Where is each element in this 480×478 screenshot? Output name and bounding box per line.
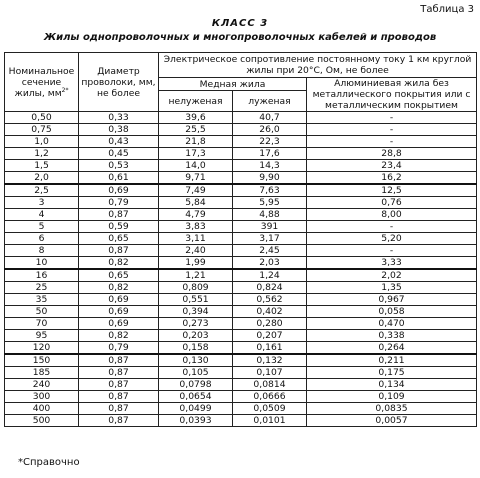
aluminium-cell: 3,33: [307, 257, 477, 270]
copper-bare-cell: 0,273: [159, 318, 233, 330]
nominal-section-cell: 95: [5, 330, 79, 342]
table-row: [5, 342, 477, 355]
copper-tinned-cell: 0,107: [233, 367, 307, 379]
table-row: [5, 209, 477, 221]
copper-tinned-cell: 0,0814: [233, 379, 307, 391]
footnote: *Справочно: [18, 457, 80, 468]
wire-diameter-cell: 0,87: [79, 245, 159, 257]
table-row: [5, 245, 477, 257]
copper-bare-cell: 3,83: [159, 221, 233, 233]
wire-diameter-cell: 0,82: [79, 257, 159, 270]
aluminium-cell: 0,967: [307, 294, 477, 306]
table-row: [5, 148, 477, 160]
copper-tinned-cell: 0,402: [233, 306, 307, 318]
nominal-section-cell: 185: [5, 367, 79, 379]
copper-bare-cell: 0,203: [159, 330, 233, 342]
header-copper-bare: нелуженая: [159, 91, 233, 112]
nominal-section-cell: 6: [5, 233, 79, 245]
nominal-section-cell: 2,5: [5, 184, 79, 197]
wire-diameter-cell: 0,87: [79, 391, 159, 403]
wire-diameter-cell: 0,87: [79, 367, 159, 379]
aluminium-cell: 0,76: [307, 197, 477, 209]
table-row: [5, 112, 477, 124]
copper-bare-cell: 7,49: [159, 184, 233, 197]
copper-tinned-cell: 3,17: [233, 233, 307, 245]
nominal-section-cell: 150: [5, 354, 79, 367]
copper-tinned-cell: 0,161: [233, 342, 307, 355]
copper-tinned-cell: 391: [233, 221, 307, 233]
wire-diameter-cell: 0,87: [79, 403, 159, 415]
copper-tinned-cell: 17,6: [233, 148, 307, 160]
wire-diameter-cell: 0,43: [79, 136, 159, 148]
table-row: [5, 330, 477, 342]
copper-tinned-cell: 40,7: [233, 112, 307, 124]
aluminium-cell: 16,2: [307, 172, 477, 185]
copper-bare-cell: 4,79: [159, 209, 233, 221]
table-row: [5, 415, 477, 427]
nominal-section-cell: 50: [5, 306, 79, 318]
copper-tinned-cell: 2,45: [233, 245, 307, 257]
aluminium-cell: 0,109: [307, 391, 477, 403]
copper-tinned-cell: 7,63: [233, 184, 307, 197]
wire-diameter-cell: 0,69: [79, 306, 159, 318]
table-number: Таблица 3: [420, 4, 474, 15]
nominal-section-cell: 400: [5, 403, 79, 415]
nominal-section-cell: 4: [5, 209, 79, 221]
aluminium-cell: -: [307, 112, 477, 124]
copper-tinned-cell: 14,3: [233, 160, 307, 172]
copper-bare-cell: 0,130: [159, 354, 233, 367]
nominal-section-cell: 35: [5, 294, 79, 306]
wire-diameter-cell: 0,69: [79, 294, 159, 306]
table-row: [5, 233, 477, 245]
nominal-section-cell: 10: [5, 257, 79, 270]
aluminium-cell: 2,02: [307, 269, 477, 282]
aluminium-cell: -: [307, 221, 477, 233]
table-header: [5, 53, 477, 112]
nominal-section-cell: 0,50: [5, 112, 79, 124]
nominal-section-cell: 3: [5, 197, 79, 209]
wire-diameter-cell: 0,65: [79, 233, 159, 245]
nominal-section-cell: 1,0: [5, 136, 79, 148]
resistance-table: [4, 52, 477, 427]
wire-diameter-cell: 0,69: [79, 318, 159, 330]
nominal-section-cell: 25: [5, 282, 79, 294]
nominal-section-cell: 0,75: [5, 124, 79, 136]
wire-diameter-cell: 0,65: [79, 269, 159, 282]
nominal-section-cell: 5: [5, 221, 79, 233]
table-row: [5, 124, 477, 136]
copper-bare-cell: 0,0499: [159, 403, 233, 415]
copper-bare-cell: 9,71: [159, 172, 233, 185]
copper-tinned-cell: 2,03: [233, 257, 307, 270]
copper-tinned-cell: 0,0101: [233, 415, 307, 427]
aluminium-cell: -: [307, 124, 477, 136]
nominal-section-cell: 500: [5, 415, 79, 427]
aluminium-cell: -: [307, 245, 477, 257]
copper-bare-cell: 0,158: [159, 342, 233, 355]
table-row: [5, 160, 477, 172]
table-row: [5, 257, 477, 270]
nominal-section-cell: 300: [5, 391, 79, 403]
copper-tinned-cell: 0,207: [233, 330, 307, 342]
table-row: [5, 197, 477, 209]
aluminium-cell: 0,470: [307, 318, 477, 330]
copper-bare-cell: 21,8: [159, 136, 233, 148]
copper-bare-cell: 1,99: [159, 257, 233, 270]
aluminium-cell: 0,0835: [307, 403, 477, 415]
copper-tinned-cell: 0,132: [233, 354, 307, 367]
wire-diameter-cell: 0,82: [79, 330, 159, 342]
nominal-section-cell: 2,0: [5, 172, 79, 185]
copper-tinned-cell: 0,0666: [233, 391, 307, 403]
wire-diameter-cell: 0,33: [79, 112, 159, 124]
table-row: [5, 403, 477, 415]
table-row: [5, 269, 477, 282]
copper-tinned-cell: 22,3: [233, 136, 307, 148]
copper-bare-cell: 0,809: [159, 282, 233, 294]
aluminium-cell: 12,5: [307, 184, 477, 197]
copper-tinned-cell: 9,90: [233, 172, 307, 185]
copper-bare-cell: 1,21: [159, 269, 233, 282]
copper-bare-cell: 3,11: [159, 233, 233, 245]
aluminium-cell: -: [307, 136, 477, 148]
aluminium-cell: 28,8: [307, 148, 477, 160]
table-row: [5, 172, 477, 185]
aluminium-cell: 0,0057: [307, 415, 477, 427]
nominal-section-cell: 1,2: [5, 148, 79, 160]
aluminium-cell: 8,00: [307, 209, 477, 221]
copper-tinned-cell: 26,0: [233, 124, 307, 136]
copper-bare-cell: 5,84: [159, 197, 233, 209]
class-title: КЛАСС 3: [211, 18, 269, 29]
aluminium-cell: 1,35: [307, 282, 477, 294]
header-copper: Медная жила: [159, 78, 307, 91]
copper-bare-cell: 39,6: [159, 112, 233, 124]
aluminium-cell: 0,338: [307, 330, 477, 342]
aluminium-cell: 0,058: [307, 306, 477, 318]
copper-tinned-cell: 0,280: [233, 318, 307, 330]
header-wire-diameter: Диаметр проволоки, мм, не более: [79, 53, 159, 112]
table-row: [5, 136, 477, 148]
header-aluminium: Алюминиевая жила без металлического покрытия или с металлическим покрытием: [307, 78, 477, 112]
header-resistance: Электрическое сопротивление постоянному току 1 км круглой жилы при 20°С, Ом, не более: [159, 53, 477, 78]
wire-diameter-cell: 0,45: [79, 148, 159, 160]
wire-diameter-cell: 0,53: [79, 160, 159, 172]
aluminium-cell: 0,134: [307, 379, 477, 391]
aluminium-cell: 0,264: [307, 342, 477, 355]
copper-bare-cell: 0,394: [159, 306, 233, 318]
wire-diameter-cell: 0,79: [79, 197, 159, 209]
aluminium-cell: 0,211: [307, 354, 477, 367]
wire-diameter-cell: 0,61: [79, 172, 159, 185]
table-row: [5, 306, 477, 318]
wire-diameter-cell: 0,87: [79, 209, 159, 221]
header-copper-tinned: луженая: [233, 91, 307, 112]
copper-tinned-cell: 0,824: [233, 282, 307, 294]
wire-diameter-cell: 0,38: [79, 124, 159, 136]
table-row: [5, 184, 477, 197]
copper-bare-cell: 0,0654: [159, 391, 233, 403]
table-title: Жилы однопроволочных и многопроволочных кабелей и проводов: [43, 32, 437, 43]
copper-tinned-cell: 0,562: [233, 294, 307, 306]
nominal-section-cell: 120: [5, 342, 79, 355]
copper-bare-cell: 0,0798: [159, 379, 233, 391]
table-body: [5, 112, 477, 427]
nominal-section-cell: 70: [5, 318, 79, 330]
nominal-section-cell: 240: [5, 379, 79, 391]
table-row: [5, 282, 477, 294]
table-row: [5, 391, 477, 403]
copper-bare-cell: 0,551: [159, 294, 233, 306]
copper-tinned-cell: 5,95: [233, 197, 307, 209]
aluminium-cell: 0,175: [307, 367, 477, 379]
wire-diameter-cell: 0,82: [79, 282, 159, 294]
wire-diameter-cell: 0,69: [79, 184, 159, 197]
wire-diameter-cell: 0,79: [79, 342, 159, 355]
wire-diameter-cell: 0,87: [79, 354, 159, 367]
wire-diameter-cell: 0,87: [79, 379, 159, 391]
wire-diameter-cell: 0,87: [79, 415, 159, 427]
nominal-section-cell: 1,5: [5, 160, 79, 172]
nominal-section-cell: 8: [5, 245, 79, 257]
copper-bare-cell: 0,0393: [159, 415, 233, 427]
aluminium-cell: 23,4: [307, 160, 477, 172]
copper-bare-cell: 2,40: [159, 245, 233, 257]
aluminium-cell: 5,20: [307, 233, 477, 245]
table-row: [5, 221, 477, 233]
table-row: [5, 294, 477, 306]
wire-diameter-cell: 0,59: [79, 221, 159, 233]
copper-bare-cell: 17,3: [159, 148, 233, 160]
copper-tinned-cell: 1,24: [233, 269, 307, 282]
table-row: [5, 379, 477, 391]
nominal-section-cell: 16: [5, 269, 79, 282]
table-row: [5, 367, 477, 379]
header-nominal-section: Номинальное сечение жилы, $мм^{2*}$: [5, 53, 79, 112]
copper-bare-cell: 14,0: [159, 160, 233, 172]
copper-bare-cell: 0,105: [159, 367, 233, 379]
table-row: [5, 354, 477, 367]
copper-tinned-cell: 0,0509: [233, 403, 307, 415]
copper-tinned-cell: 4,88: [233, 209, 307, 221]
copper-bare-cell: 25,5: [159, 124, 233, 136]
table-row: [5, 318, 477, 330]
